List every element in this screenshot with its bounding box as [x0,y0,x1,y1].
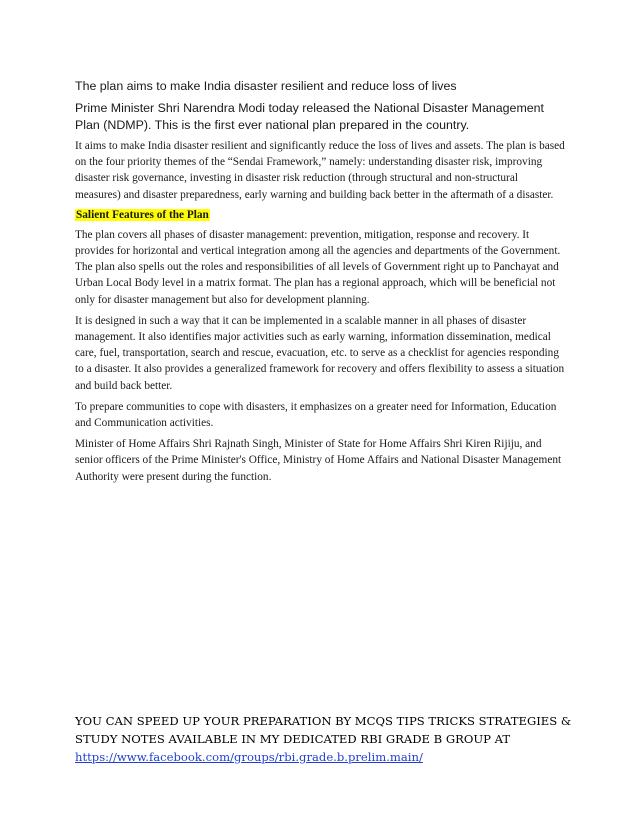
paragraph-5: Minister of Home Affairs Shri Rajnath Singh, Minister of State for Home Affairs Shri Kiren Rijiju, and senior officers of the Prime Minister's Office, Ministry of Home Affairs and National Disaster Management Authority were present during the function. [75,438,562,483]
section-heading-highlight: Salient Features of the Plan [76,208,209,221]
promo-text: YOU CAN SPEED UP YOUR PREPARATION BY MCQS TIPS TRICKS STRATEGIES & STUDY NOTES AVAILABLE IN MY DEDICATED RBI GRADE B GROUP AT [75,714,572,746]
paragraph-2: The plan covers all phases of disaster management: prevention, mitigation, response and recovery. It provides for horizontal and vertical integration among all the agencies and departments of the Government. The plan also spells out the roles and responsibilities of all levels of Government right up to Panchayat and Urban Local Body level in a matrix format. The plan has a regional approach, which will be beneficial not only for disaster management but also for development planning. [75,228,561,306]
paragraph-4: To prepare communities to cope with disasters, it emphasizes on a greater need for Information, Education and Communication activities. [75,400,557,430]
section-heading [75,208,565,222]
paragraph-1: It aims to make India disaster resilient and significantly reduce the loss of lives and assets. The plan is based on the four priority themes of the “Sendai Framework,” namely: understanding disaster risk, improving disaster risk governance, investing in disaster risk reduction (through structural and non-structural measures) and disaster preparedness, early warning and building back better in the aftermath of a disaster. [75,140,565,201]
paragraph-3: It is designed in such a way that it can be implemented in a scalable manner in all phases of disaster management. It also identifies major activities such as early warning, information dissemination, medical care, fuel, transportation, search and rescue, evacuation, etc. to serve as a checklist for agencies responding to a disaster. It also provides a generalized framework for recovery and offers flexibility to assess a situation and build back better. [75,314,565,392]
intro-paragraph: Prime Minister Shri Narendra Modi today released the National Disaster Management Plan (NDMP). This is the first ever national plan prepared in the country. [75,101,544,132]
document-title: The plan aims to make India disaster resilient and reduce loss of lives [75,79,457,93]
facebook-group-link[interactable]: https://www.facebook.com/groups/rbi.grade.b.prelim.main/ [75,750,423,764]
document-body [75,78,565,490]
footer-promo [75,712,575,766]
